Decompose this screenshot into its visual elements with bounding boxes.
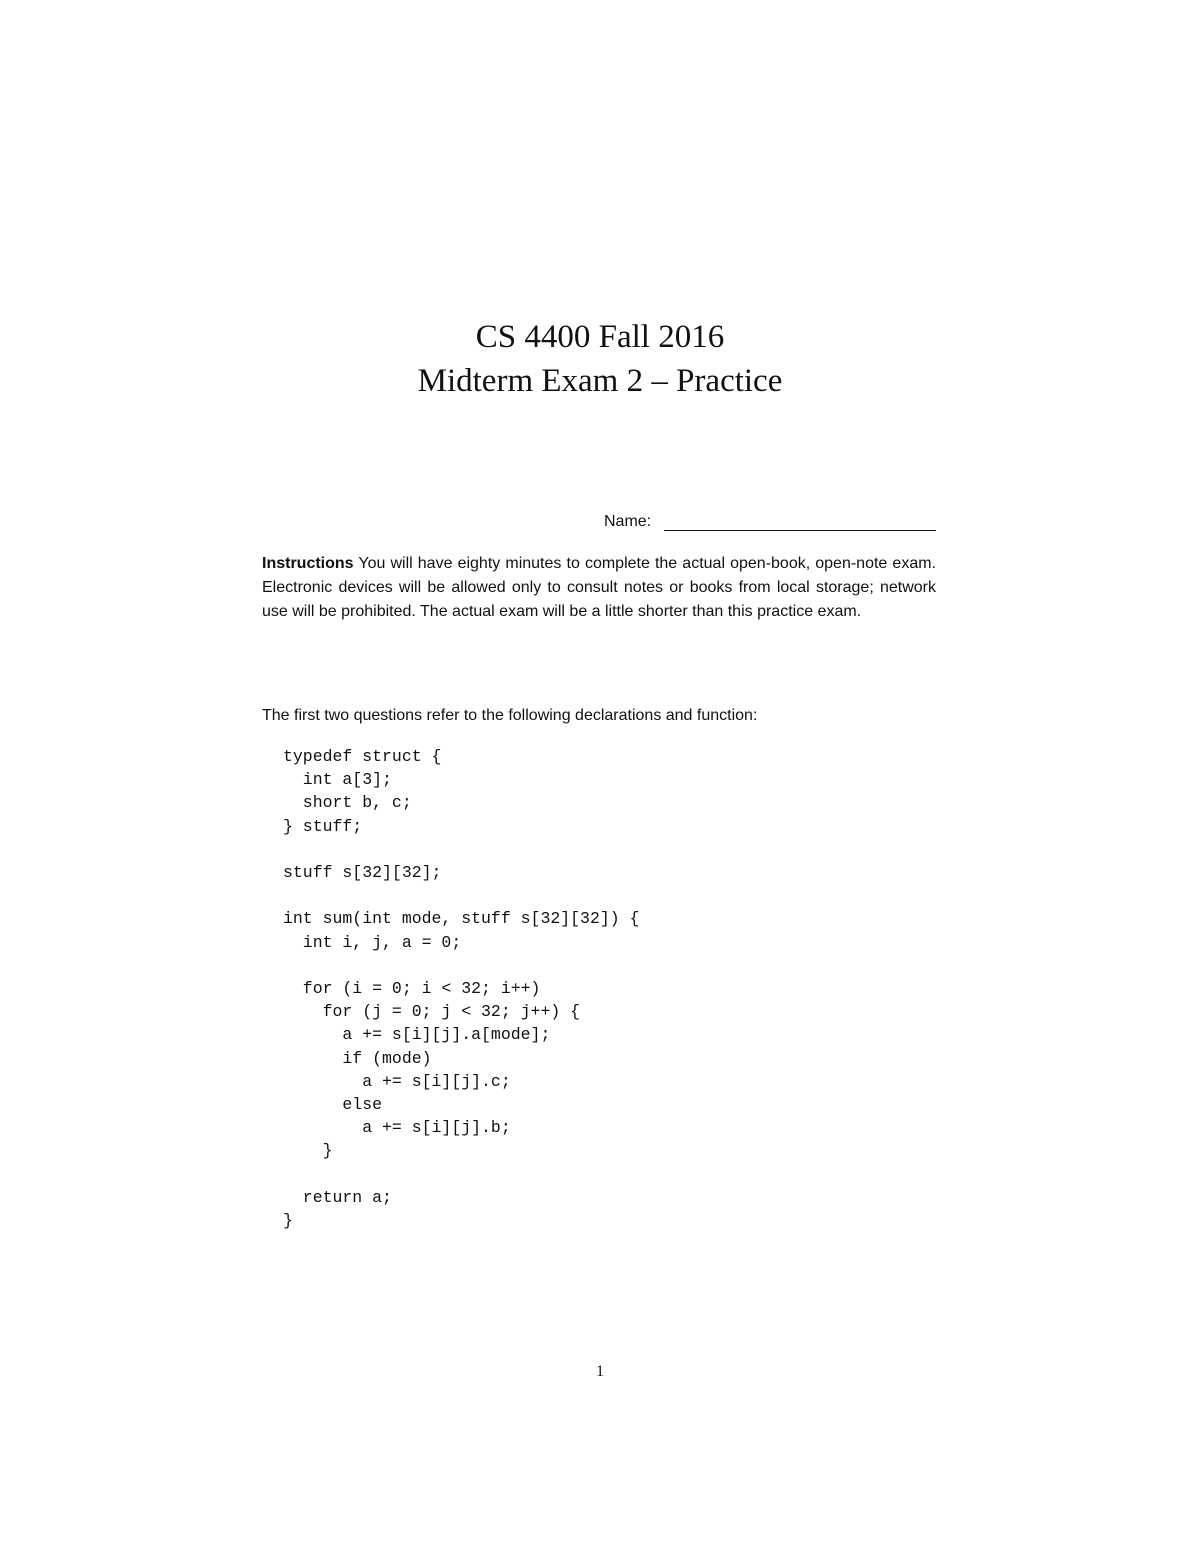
code-line: } bbox=[283, 1211, 293, 1231]
code-line: stuff s[32][32]; bbox=[283, 863, 442, 883]
code-line: for (j = 0; j < 32; j++) { bbox=[283, 1002, 581, 1022]
code-line: for (i = 0; i < 32; i++) bbox=[283, 979, 541, 999]
exam-title: CS 4400 Fall 2016 bbox=[475, 319, 725, 355]
code-line: if (mode) bbox=[283, 1048, 432, 1068]
code-line: a += s[i][j].c; bbox=[283, 1071, 511, 1091]
code-line: short b, c; bbox=[283, 793, 412, 813]
page-number: 1 bbox=[596, 1363, 604, 1380]
instructions-text: You will have eighty minutes to complete the actual open-book, open-note exam. Electronic devices will be allowed only to consult notes or books from local storage; network use will be prohibited. The actual exam will be a little shorter than this practice exam. bbox=[262, 555, 936, 620]
code-line: a += s[i][j].b; bbox=[283, 1118, 511, 1138]
name-label: Name: bbox=[604, 513, 652, 530]
code-line: return a; bbox=[283, 1187, 392, 1207]
name-blank-line[interactable] bbox=[664, 530, 936, 531]
instructions-heading: Instructions bbox=[262, 555, 354, 572]
code-line: a += s[i][j].a[mode]; bbox=[283, 1025, 551, 1045]
code-line: else bbox=[283, 1095, 383, 1115]
question-intro: The first two questions refer to the following declarations and function: bbox=[262, 707, 758, 724]
code-line: int a[3]; bbox=[283, 770, 392, 790]
exam-subtitle: Midterm Exam 2 – Practice bbox=[417, 363, 783, 399]
code-listing bbox=[283, 745, 933, 1232]
code-line: int sum(int mode, stuff s[32][32]) { bbox=[283, 909, 640, 929]
code-line: } stuff; bbox=[283, 816, 363, 836]
instructions-paragraph bbox=[262, 552, 936, 624]
name-field[interactable] bbox=[604, 510, 936, 534]
code-line: int i, j, a = 0; bbox=[283, 932, 462, 952]
code-line: } bbox=[283, 1141, 333, 1161]
code-line: typedef struct { bbox=[283, 747, 442, 766]
